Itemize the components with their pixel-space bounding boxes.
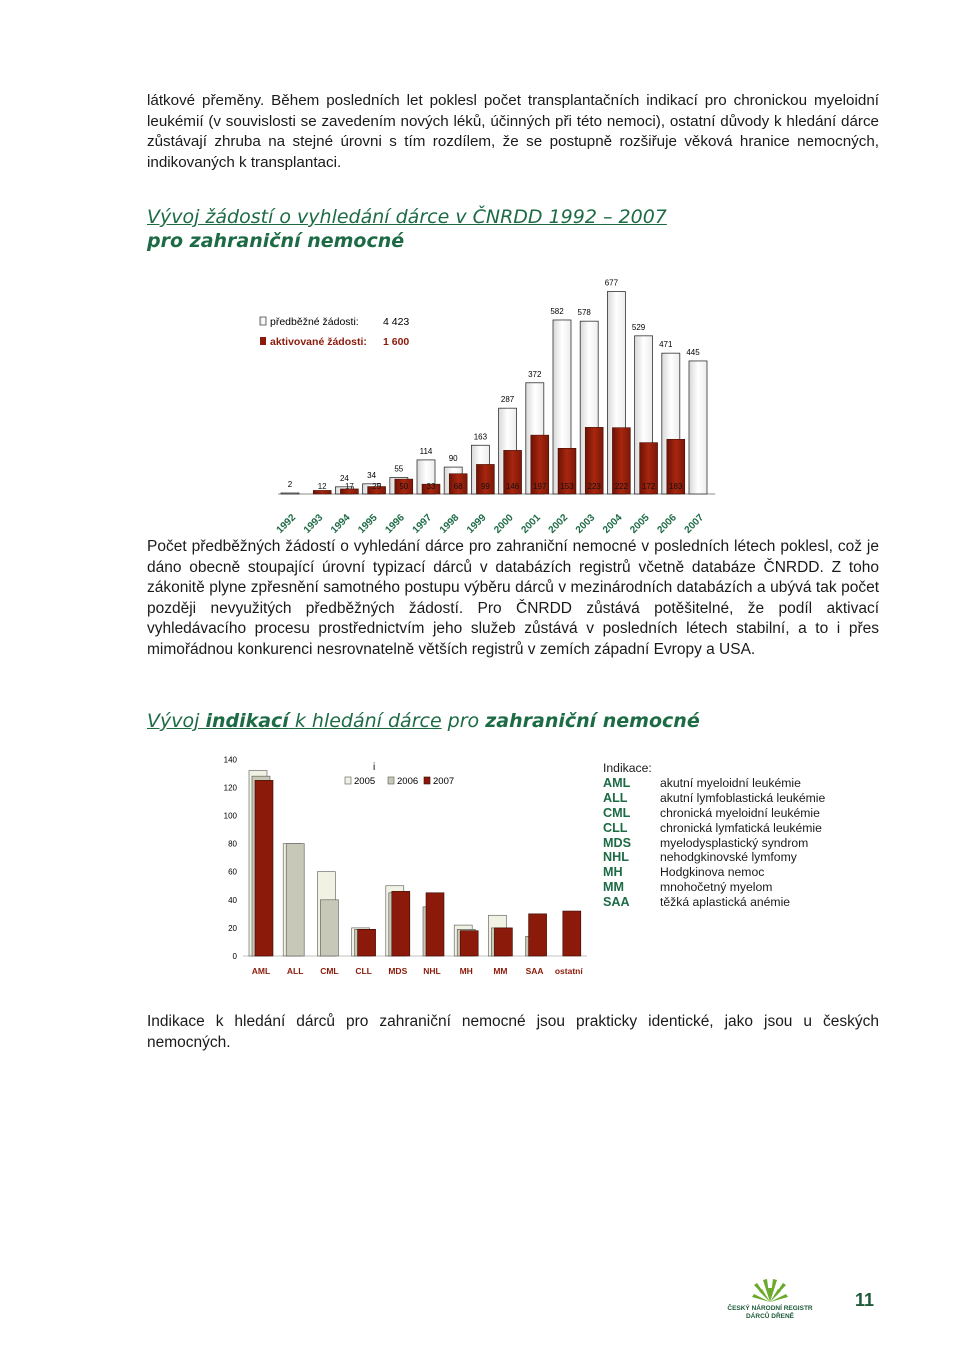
- section1-title: [147, 205, 667, 253]
- prelim-label-2007: 445: [686, 347, 700, 357]
- section2-title-part4: pro: [441, 710, 486, 732]
- prelim-label-1997: 114: [419, 446, 433, 456]
- indication-abbr: MH: [603, 865, 623, 880]
- year-label-2007: 2007: [682, 512, 707, 536]
- category-label-ostatní: ostatní: [554, 966, 583, 976]
- intro-paragraph: látkové přeměny. Během posledních let poklesl počet transplantačních indikací pro chronickou myeloidní leukémií (v souvislosti se zavedením nových léků, účinných při této nemoci), ostatní důvody k hledání dárce zůstávají zhruba na stejné úrovni s tím rozdílem, že se postupně rozšiřuje věková hranice nemocných, indikovaných k transplantaci.: [147, 92, 879, 171]
- year-label-2003: 2003: [573, 512, 598, 536]
- indication-desc: chronická lymfatická leukémie: [660, 820, 822, 835]
- section1-title-line1: Vývoj žádostí o vyhledání dárce v ČNRDD 1992 – 2007: [147, 206, 667, 228]
- prelim-label-2005: 529: [631, 322, 646, 332]
- legend-label-2005: 2005: [354, 776, 376, 787]
- indication-desc: těžká aplastická anémie: [660, 895, 791, 910]
- legend-prelim-swatch: [260, 317, 266, 325]
- legend-active-value: 1 600: [383, 336, 410, 348]
- active-label-1993: 12: [317, 482, 327, 491]
- logo-line1: ČESKÝ NÁRODNÍ REGISTR: [727, 1305, 813, 1312]
- section2-title-part3: k hledání dárce: [288, 710, 442, 732]
- y-tick-100: 100: [223, 811, 237, 821]
- indication-abbr: SAA: [603, 895, 630, 910]
- prelim-label-2003: 578: [577, 308, 591, 318]
- legend-label-2006: 2006: [397, 776, 419, 787]
- active-label-1996: 50: [399, 482, 409, 491]
- indication-abbr: MM: [603, 880, 624, 895]
- bar-2007-MM: [494, 928, 512, 956]
- active-label-1998: 68: [453, 482, 463, 491]
- chart2-stray-label: i: [373, 762, 376, 773]
- bar-2007-AML: [255, 780, 273, 956]
- y-tick-60: 60: [228, 867, 237, 877]
- active-label-2000: 146: [505, 482, 520, 491]
- active-label-1995: 25: [372, 482, 382, 491]
- indication-row: [603, 821, 825, 836]
- prelim-label-2001: 372: [528, 369, 542, 379]
- category-label-MH: MH: [459, 966, 473, 976]
- indication-abbr: AML: [603, 775, 631, 790]
- active-label-1999: 99: [480, 482, 490, 491]
- bar-2007-MH: [460, 931, 478, 956]
- active-label-2005: 172: [641, 482, 656, 491]
- active-label-2001: 197: [533, 482, 547, 491]
- prelim-bar-2007: [689, 361, 707, 494]
- bar-2007-SAA: [529, 914, 547, 956]
- legend-prelim-label: předběžné žádosti:: [270, 316, 359, 328]
- prelim-label-2000: 287: [500, 395, 515, 405]
- category-label-SAA: SAA: [525, 966, 544, 976]
- year-label-1992: 1992: [274, 512, 299, 536]
- registry-logo-icon: [745, 1268, 795, 1306]
- logo-line2: DÁRCŮ DŘENĚ: [745, 1313, 795, 1320]
- closing-paragraph: Indikace k hledání dárců pro zahraniční nemocné jsou prakticky identické, jako jsou u českých nemocných.: [147, 1013, 879, 1051]
- category-label-NHL: NHL: [423, 966, 441, 976]
- y-tick-140: 140: [223, 755, 237, 765]
- legend-swatch-2007: [424, 777, 430, 784]
- requests-chart: [230, 260, 707, 540]
- indications-chart: [210, 750, 600, 990]
- indication-row: [603, 865, 825, 880]
- prelim-label-1999: 163: [473, 432, 488, 442]
- indication-abbr: MDS: [603, 835, 631, 850]
- year-label-2000: 2000: [492, 512, 516, 536]
- indication-row: [603, 880, 825, 895]
- prelim-label-1996: 55: [394, 464, 404, 474]
- indication-desc: mnohočetný myelom: [660, 880, 773, 895]
- category-label-ALL: ALL: [286, 966, 304, 976]
- year-label-1997: 1997: [410, 512, 435, 536]
- prelim-label-2002: 582: [550, 306, 564, 316]
- prelim-label-2004: 677: [604, 278, 619, 288]
- indication-desc: myelodysplastický syndrom: [660, 835, 809, 850]
- year-label-1996: 1996: [383, 512, 407, 536]
- indication-row: [603, 776, 825, 791]
- year-label-2001: 2001: [519, 512, 543, 536]
- prelim-label-1995: 34: [367, 470, 377, 480]
- indication-abbr: NHL: [603, 850, 629, 865]
- section2-title-part1: Vývoj: [147, 710, 206, 732]
- section1-title-line2: pro zahraniční nemocné: [147, 230, 405, 252]
- indication-desc: akutní lymfoblastická leukémie: [660, 790, 826, 805]
- indication-row: [603, 850, 825, 865]
- active-label-1997: 33: [426, 482, 436, 491]
- year-label-1999: 1999: [465, 512, 489, 536]
- section2-title-part2: indikací: [205, 710, 289, 732]
- y-tick-80: 80: [228, 839, 237, 849]
- bar-2007-ostatní: [563, 911, 581, 956]
- year-label-2005: 2005: [628, 512, 652, 536]
- bar-2007-MDS: [392, 891, 410, 956]
- y-tick-120: 120: [223, 783, 237, 793]
- active-label-2002: 153: [560, 482, 574, 491]
- active-label-2006: 183: [669, 482, 683, 491]
- indication-row: [603, 806, 825, 821]
- active-label-2004: 222: [614, 482, 629, 491]
- legend-active-label: aktivované žádosti:: [270, 336, 367, 348]
- indications-title: Indikace:: [603, 761, 652, 775]
- category-label-MDS: MDS: [388, 966, 408, 976]
- bar-2007-CLL: [358, 929, 376, 956]
- legend-swatch-2006: [388, 777, 394, 784]
- y-tick-20: 20: [228, 923, 237, 933]
- section2-title-part5: zahraniční nemocné: [485, 710, 700, 732]
- year-label-1995: 1995: [356, 512, 380, 536]
- category-label-MM: MM: [493, 966, 508, 976]
- y-tick-0: 0: [232, 952, 237, 961]
- prelim-label-1998: 90: [448, 454, 458, 464]
- y-tick-40: 40: [228, 895, 237, 905]
- indication-desc: chronická myeloidní leukémie: [660, 805, 820, 820]
- active-label-1994: 17: [344, 482, 354, 491]
- category-label-CLL: CLL: [355, 966, 372, 976]
- bar-2007-NHL: [426, 893, 444, 956]
- active-label-2003: 223: [587, 482, 601, 491]
- paragraph-2: Počet předběžných žádostí o vyhledání dárce pro zahraniční nemocné v posledních létech poklesl, což je dáno obecně stoupající úrovní typizací dárců v databázích registrů včetně databáze ČNRDD. Z toho zákonitě plyne zpřesnění samotného postupu výběru dárců v mezinárodních databázích a ubývá tak počet později nevyužitých předběžných žádostí. Pro ČNRDD zůstává potěšitelné, že podíl aktivací vyhledávacího procesu prostřednictvím jeho služeb zůstává v posledních létech stabilní, a to i přes mimořádnou konkurenci nesrovnatelně větších registrů v zemích západní Evropy a USA.: [147, 538, 879, 658]
- legend-label-2007: 2007: [433, 776, 455, 787]
- indication-desc: nehodgkinovské lymfomy: [660, 850, 797, 865]
- year-label-2006: 2006: [655, 512, 679, 536]
- prelim-label-2006: 471: [659, 340, 673, 350]
- year-label-2002: 2002: [546, 512, 571, 536]
- bar-2006-CML: [320, 900, 338, 956]
- indications-legend: [603, 761, 825, 910]
- legend-swatch-2005: [345, 777, 351, 784]
- year-label-2004: 2004: [601, 512, 625, 536]
- year-label-1994: 1994: [329, 512, 353, 536]
- year-label-1993: 1993: [301, 512, 326, 536]
- legend-active-swatch: [260, 337, 266, 345]
- category-label-CML: CML: [320, 966, 339, 976]
- prelim-label-1992: 2: [287, 480, 293, 489]
- indication-abbr: ALL: [603, 790, 628, 805]
- category-label-AML: AML: [251, 966, 271, 976]
- indication-desc: akutní myeloidní leukémie: [660, 775, 801, 790]
- indication-row: [603, 895, 825, 910]
- indication-row: [603, 836, 825, 851]
- indication-row: [603, 791, 825, 806]
- indication-abbr: CML: [603, 805, 631, 820]
- prelim-label-1994: 24: [339, 473, 349, 483]
- bar-2006-ALL: [286, 844, 304, 956]
- prelim-bar-1992: [281, 493, 299, 494]
- indication-desc: Hodgkinova nemoc: [660, 865, 765, 880]
- registry-logo-text: [720, 1305, 820, 1321]
- section2-title: [147, 709, 700, 733]
- indication-abbr: CLL: [603, 820, 628, 835]
- year-label-1998: 1998: [437, 512, 462, 536]
- page-number: 11: [855, 1290, 875, 1310]
- legend-prelim-value: 4 423: [383, 316, 410, 328]
